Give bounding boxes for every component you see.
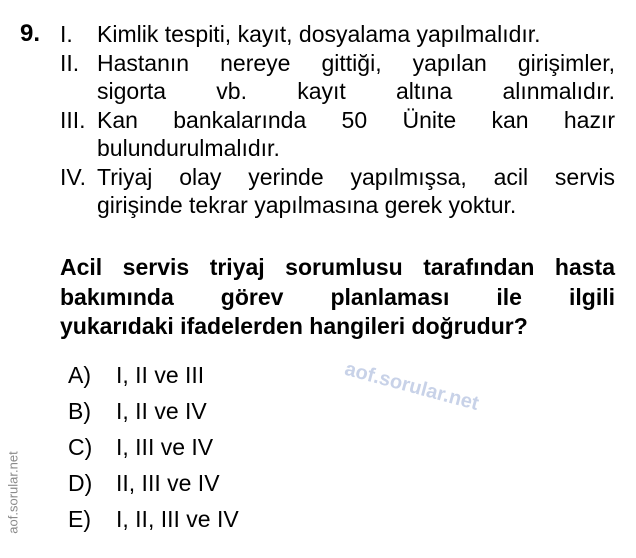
statement-line: Hastanın nereye gittiği, yapılan girişimler,: [97, 49, 615, 76]
option-d[interactable]: [68, 465, 239, 501]
statement-numeral: III.: [60, 106, 86, 133]
stem-line: yukarıdaki ifadelerden hangileri doğrudur?: [60, 313, 528, 339]
statement-list: [60, 20, 615, 220]
option-text: II, III ve IV: [116, 470, 220, 496]
statement-line: Kan bankalarında 50 Ünite kan hazır: [97, 106, 615, 133]
stem-line: Acil servis triyaj sorumlusu tarafından hasta: [60, 254, 615, 280]
statement-numeral: I.: [60, 21, 73, 47]
question-stem: [60, 253, 615, 342]
statement-4: [60, 163, 615, 220]
side-watermark: aof.sorular.net: [5, 451, 21, 534]
option-text: I, II, III ve IV: [116, 506, 239, 532]
option-e[interactable]: [68, 501, 239, 537]
option-text: I, II ve IV: [116, 398, 207, 424]
statement-3: [60, 106, 615, 163]
statement-line: Triyaj olay yerinde yapılmışsa, acil servis: [97, 163, 615, 190]
statement-line: girişinde tekrar yapılmasına gerek yoktur.: [97, 192, 517, 218]
statement-line: Kimlik tespiti, kayıt, dosyalama yapılmalıdır.: [97, 21, 541, 47]
answer-options: [68, 357, 239, 537]
option-letter: D): [68, 470, 93, 496]
statement-text: [97, 106, 615, 163]
statement-numeral: II.: [60, 49, 80, 76]
option-letter: C): [68, 434, 93, 460]
option-text: I, III ve IV: [116, 434, 214, 460]
option-b[interactable]: [68, 393, 239, 429]
statement-2: [60, 49, 615, 106]
statement-line: bulundurulmalıdır.: [97, 135, 280, 161]
center-watermark: aof.sorular.net: [342, 358, 482, 415]
option-text: I, II ve III: [116, 362, 205, 388]
option-letter: E): [68, 506, 91, 532]
statement-text: [97, 20, 615, 49]
option-letter: B): [68, 398, 91, 424]
statement-line: sigorta vb. kayıt altına alınmalıdır.: [97, 78, 615, 104]
statement-text: [97, 163, 615, 220]
option-letter: A): [68, 362, 91, 388]
option-a[interactable]: [68, 357, 239, 393]
stem-line: bakımında görev planlaması ile ilgili: [60, 283, 615, 310]
question-number: 9.: [20, 20, 41, 47]
statement-1: [60, 20, 615, 49]
option-c[interactable]: [68, 429, 239, 465]
statement-text: [97, 49, 615, 106]
statement-numeral: IV.: [60, 163, 87, 190]
